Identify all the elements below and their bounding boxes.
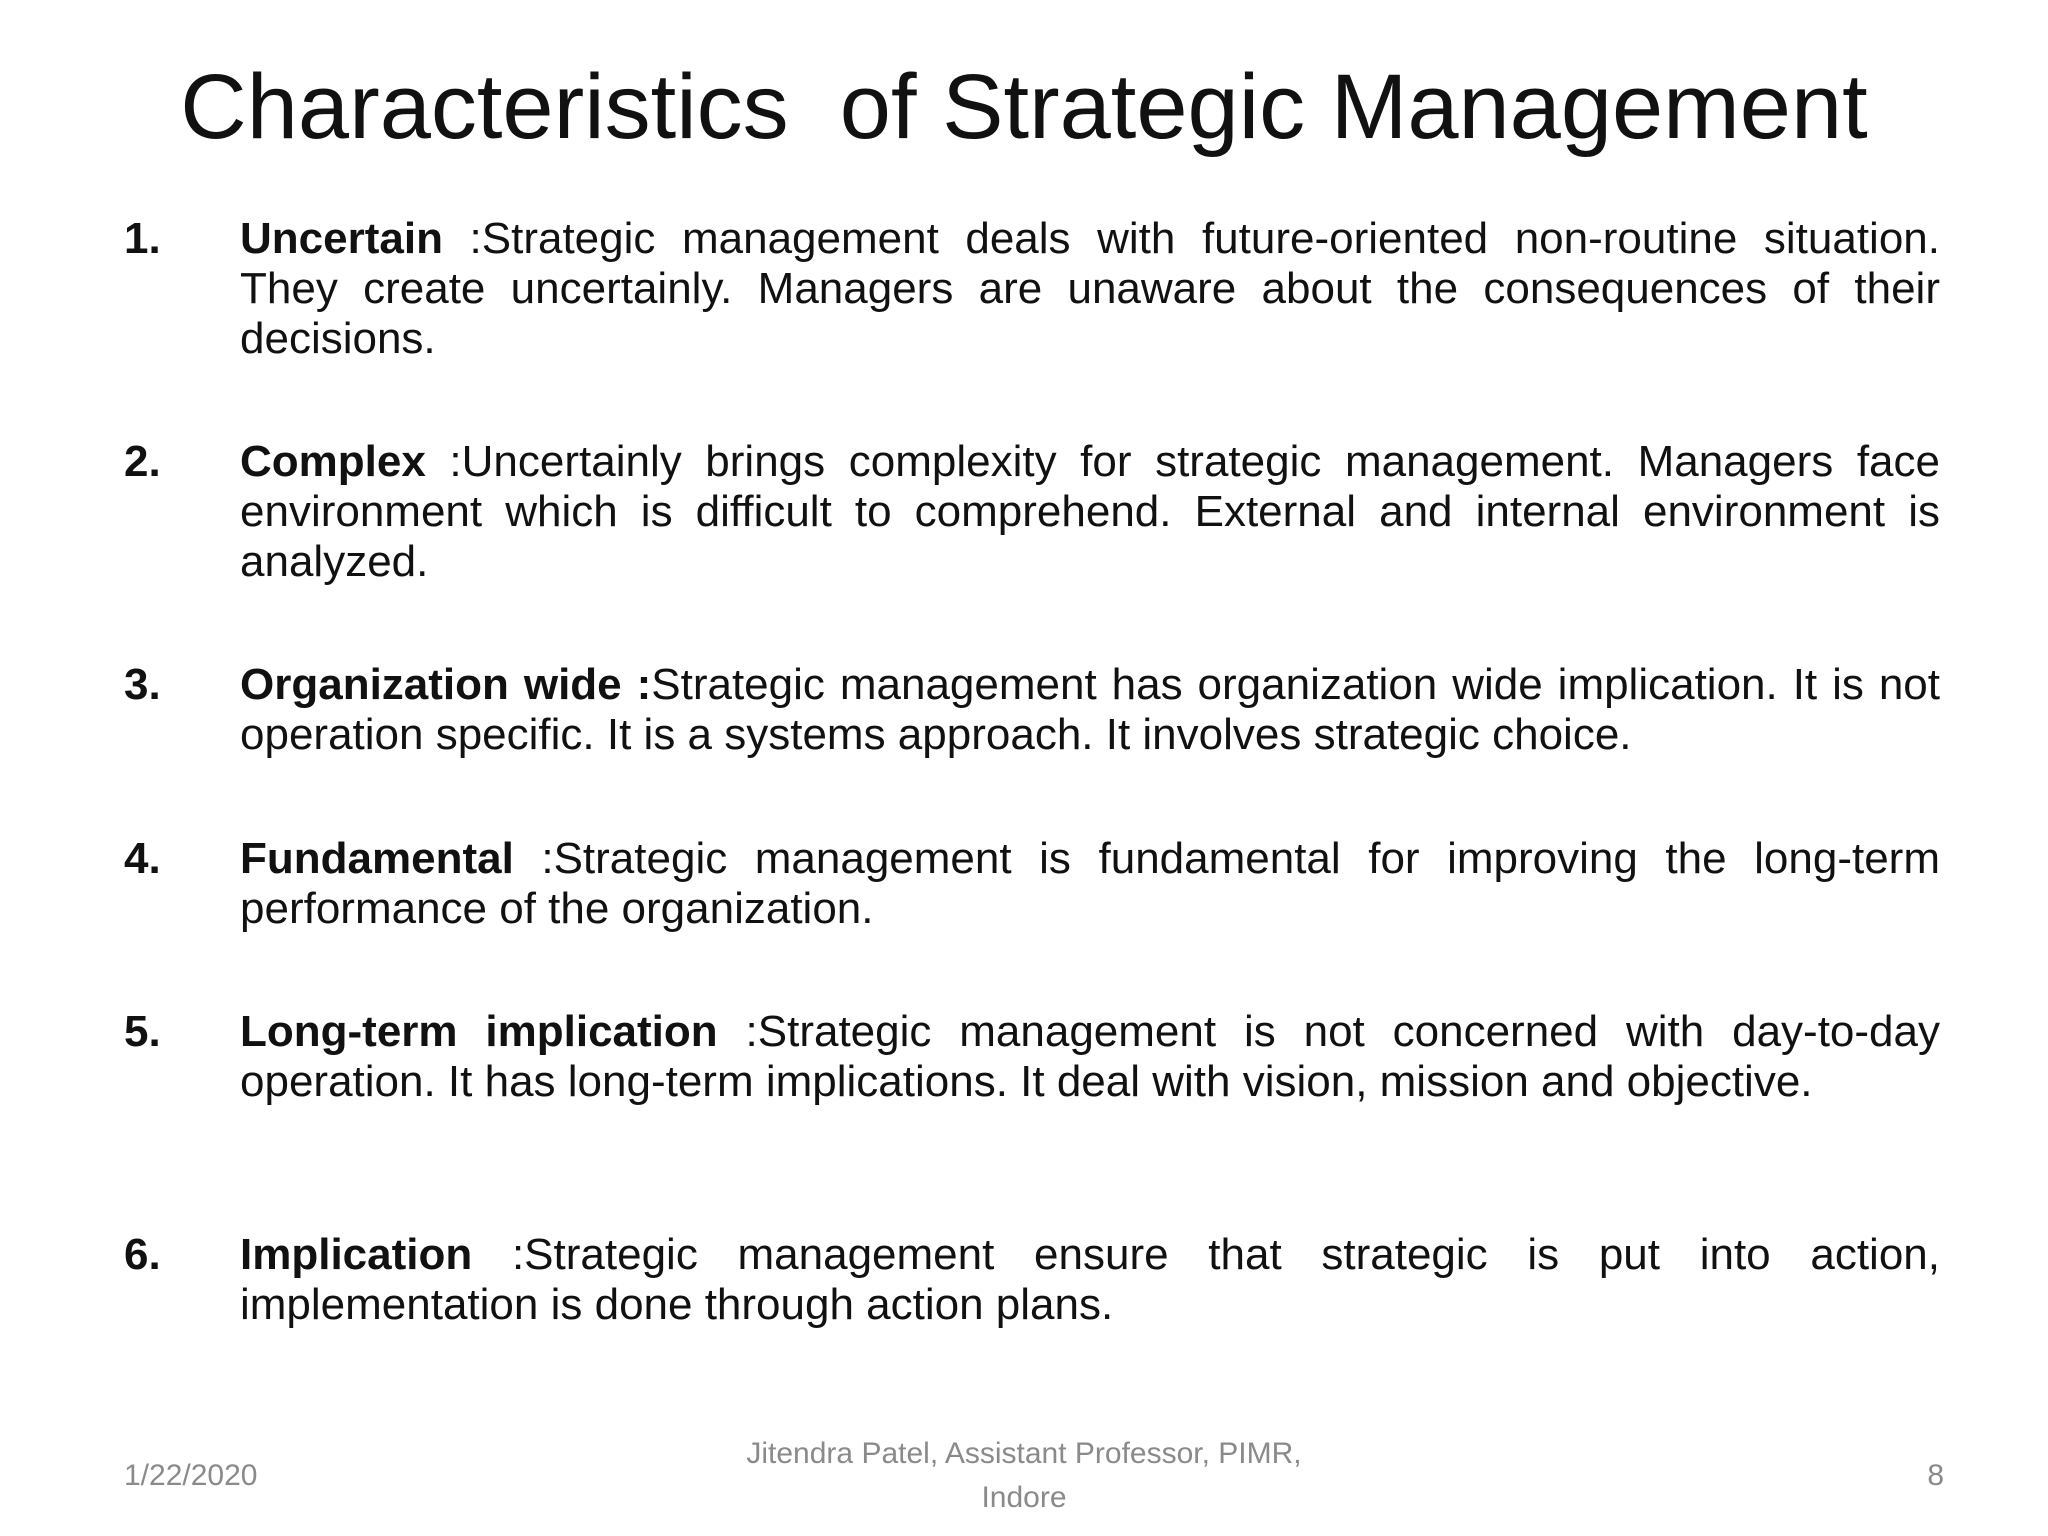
item-term: Uncertain <box>240 214 443 263</box>
list-item <box>124 214 1944 364</box>
item-number: 1. <box>124 214 161 263</box>
item-number: 4. <box>124 834 161 883</box>
item-body <box>240 1230 1940 1330</box>
item-text: :Strategic management is not concerned with day-to-day operation. It has long-term implications. It deal with vision, mission and objective. <box>240 1007 1940 1106</box>
item-term: Fundamental <box>240 834 514 883</box>
list-item <box>124 660 1944 760</box>
footer-date: 1/22/2020 <box>124 1459 258 1492</box>
item-text: :Strategic management ensure that strategic is put into action, implementation is done through action plans. <box>240 1230 1940 1329</box>
item-body <box>240 1007 1940 1107</box>
footer-author <box>724 1432 1324 1520</box>
item-term: Organization wide : <box>240 660 652 709</box>
item-body <box>240 834 1940 934</box>
list-item <box>124 834 1944 934</box>
item-number: 5. <box>124 1007 161 1056</box>
list-item <box>124 1007 1944 1107</box>
footer-author-line: Indore <box>981 1481 1067 1514</box>
item-number: 3. <box>124 660 161 709</box>
item-body <box>240 437 1940 587</box>
item-text: :Uncertainly brings complexity for strategic management. Managers face environment which is difficult to comprehend. External and internal environment is analyzed. <box>240 437 1940 586</box>
page-number: 8 <box>1927 1459 1944 1492</box>
item-term: Implication <box>240 1230 473 1279</box>
item-body <box>240 214 1940 364</box>
list-item <box>124 437 1944 587</box>
item-body <box>240 660 1940 760</box>
item-term: Complex <box>240 437 426 486</box>
item-number: 6. <box>124 1230 161 1279</box>
item-number: 2. <box>124 437 161 486</box>
item-text: :Strategic management is fundamental for improving the long-term performance of the organization. <box>240 834 1940 933</box>
slide-title: Characteristics of Strategic Management <box>180 56 1868 158</box>
item-term: Long-term implication <box>240 1007 718 1056</box>
item-text: :Strategic management deals with future-oriented non-routine situation. They create uncertainly. Managers are unaware about the consequences of their decisions. <box>240 214 1940 363</box>
footer-author-line: Jitendra Patel, Assistant Professor, PIMR, <box>746 1437 1302 1470</box>
item-text: Strategic management has organization wide implication. It is not operation specific. It is a systems approach. It involves strategic choice. <box>240 660 1941 759</box>
list-item <box>124 1230 1944 1330</box>
